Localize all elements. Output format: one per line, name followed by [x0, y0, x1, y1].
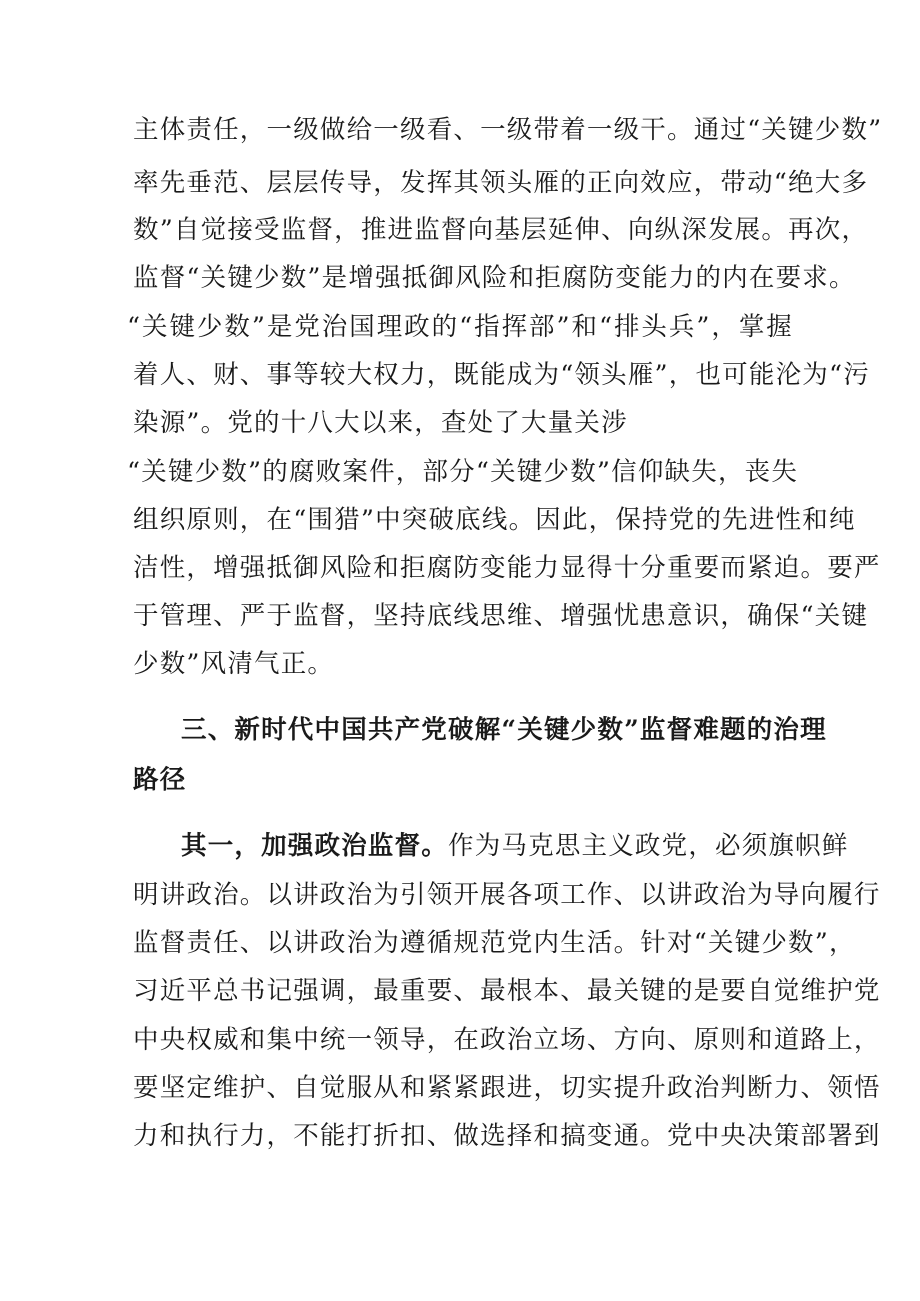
paragraph-3-line-6: 要坚定维护、自觉服从和紧紧跟进，切实提升政治判断力、领悟: [133, 1073, 881, 1103]
paragraph-1-line-4: 监督“关键少数”是增强抵御风险和拒腐防变能力的内在要求。: [133, 263, 856, 293]
paragraph-1-line-2: 率先垂范、层层传导，发挥其领头雁的正向效应，带动“绝大多: [133, 168, 869, 198]
paragraph-2-line-4: 于管理、严于监督，坚持底线思维、增强忧患意识，确保“关键: [133, 601, 869, 631]
paragraph-1-line-5: “关键少数”是党治国理政的“指挥部”和“排头兵”，掌握: [127, 312, 793, 342]
paragraph-3-line-7: 力和执行力，不能打折扣、做选择和搞变通。党中央决策部署到: [133, 1121, 881, 1151]
paragraph-3-line-4: 习近平总书记强调，最重要、最根本、最关键的是要自觉维护党: [133, 976, 881, 1006]
paragraph-3-line-5: 中央权威和集中统一领导，在政治立场、方向、原则和道路上，: [133, 1025, 881, 1055]
paragraph-3-line-2: 明讲政治。以讲政治为引领开展各项工作、以讲政治为导向履行: [133, 880, 881, 910]
paragraph-3-line-1-rest: 作为马克思主义政党，必须旗帜鲜: [448, 831, 849, 861]
paragraph-3-lead: 其一，加强政治监督。: [181, 831, 449, 861]
section-heading-line-1: 三、新时代中国共产党破解“关键少数”监督难题的治理: [181, 715, 827, 745]
paragraph-1-line-6: 着人、财、事等较大权力，既能成为“领头雁”，也可能沦为“污: [133, 360, 870, 390]
paragraph-3-line-1: [181, 828, 849, 864]
paragraph-1-line-7: 染源”。党的十八大以来，查处了大量关涉: [133, 408, 628, 438]
paragraph-2-line-3: 洁性，增强抵御风险和拒腐防变能力显得十分重要而紧迫。要严: [133, 553, 881, 583]
paragraph-2-line-2: 组织原则，在“围猎”中突破底线。因此，保持党的先进性和纯: [133, 505, 856, 535]
paragraph-2-line-5: 少数”风清气正。: [133, 649, 335, 679]
paragraph-3-line-3: 监督责任、以讲政治为遵循规范党内生活。针对“关键少数”，: [133, 928, 856, 958]
paragraph-1-line-1: 主体责任，一级做给一级看、一级带着一级干。通过“关键少数”: [133, 115, 883, 145]
paragraph-1-line-3: 数”自觉接受监督，推进监督向基层延伸、向纵深发展。再次，: [133, 215, 869, 245]
section-heading-line-2: 路径: [133, 765, 187, 795]
paragraph-2-line-1: “关键少数”的腐败案件，部分“关键少数”信仰缺失，丧失: [127, 457, 799, 487]
